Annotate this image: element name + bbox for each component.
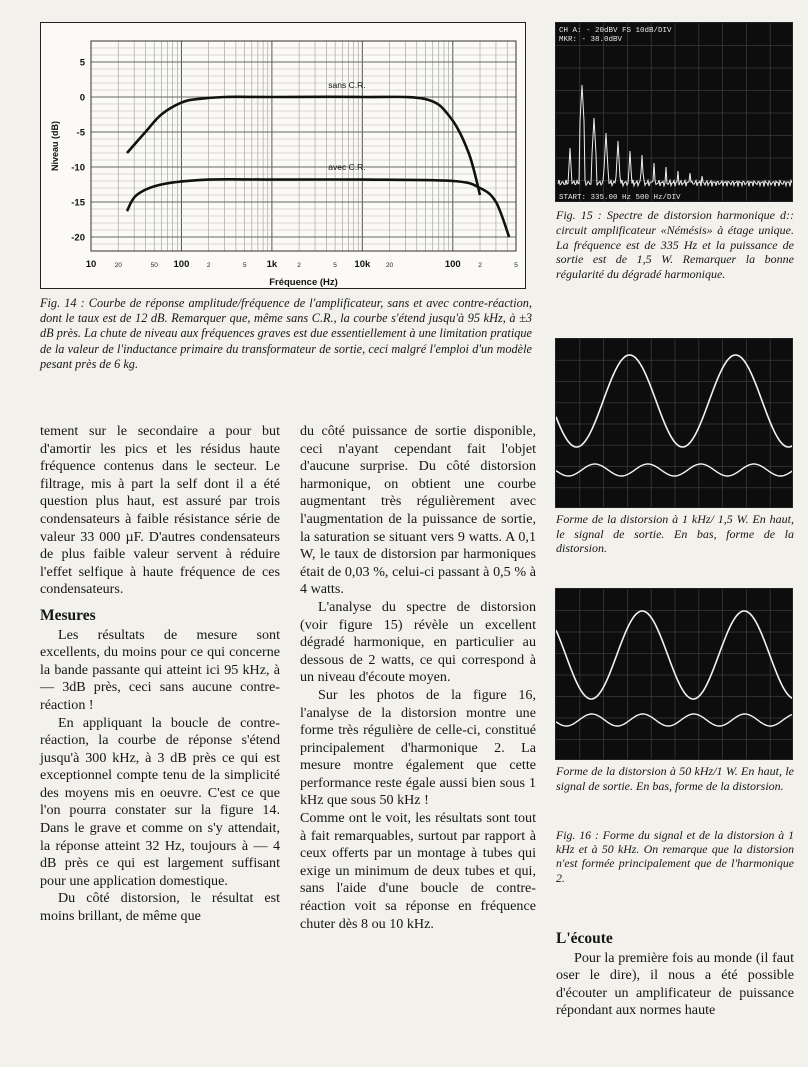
spectrum-header-line1: CH A: - 20dBV FS 10dB/DIV (559, 27, 672, 35)
spectrum-plot (556, 23, 793, 202)
x-minor-tick-label: 20 (114, 262, 122, 269)
x-tick-label: 10 (85, 259, 97, 270)
x-minor-tick-label: 2 (478, 262, 482, 269)
x-minor-tick-label: 50 (150, 262, 158, 269)
x-tick-label: 100 (173, 259, 190, 270)
x-minor-tick-label: 5 (514, 262, 518, 269)
x-tick-label: 1k (266, 259, 278, 270)
section-heading-ecoute: L'écoute (556, 930, 613, 947)
figure-16b-caption: Forme de la distorsion à 50 kHz/1 W. En haut, le signal de sortie. En bas, forme de la distorsion. (556, 764, 794, 793)
x-tick-label: 10k (354, 259, 371, 270)
figure-16-caption: Fig. 16 : Forme du signal et de la distorsion à 1 kHz et à 50 kHz. On remarque que la distorsion n'est formée principalement que de l'harmonique 2. (556, 828, 794, 885)
oscilloscope-1khz-plot (556, 339, 793, 508)
paragraph: Les résultats de mesure sont excellents, du moins pour ce qui concerne la bande passante qui atteint ici 95 kHz, à — 3dB près, ceci sans aucune contre-réaction ! (40, 626, 280, 713)
curve-label-sans-cr: sans C.R. (328, 79, 366, 90)
article-column-3 (556, 930, 794, 1020)
figure-14-chart (40, 22, 526, 289)
figure-16a-caption: Forme de la distorsion à 1 kHz/ 1,5 W. En haut, le signal de sortie. En bas, forme de la distorsion. (556, 512, 794, 556)
y-tick-label: 5 (79, 57, 85, 69)
y-tick-label: -15 (71, 197, 85, 209)
paragraph: du côté puissance de sortie disponible, ceci n'ayant cependant fait l'objet d'aucune surprise. Du côté distorsion harmonique, on obtient une courbe augmentant très régulièrement avec l'augmentation de la puissance de sortie, la saturation se situant vers 9 watts. A 0,1 W, le taux de distorsion par harmoniques était de 0,03 %, celui-ci passant à 0,5 % à 4 watts. (300, 423, 536, 598)
x-minor-tick-label: 5 (333, 262, 337, 269)
section-heading-mesures: Mesures (40, 606, 96, 624)
distortion-trace (556, 714, 793, 726)
x-tick-label: 100 (444, 259, 461, 270)
article-column-2 (300, 423, 536, 933)
spectrum-footer: START: 335.00 Hz 500 Hz/DIV (559, 194, 681, 202)
article-column-1 (40, 423, 280, 926)
paragraph: Comme ont le voit, les résultats sont tout à fait remarquables, surtout par rapport à ceux offerts par un montage à tubes qui exige un minimum de deux tubes et qui, sans l'aide d'une boucle de contre-réaction voit sa réponse en fréquence chuter dès 8 ou 10 kHz. (300, 810, 536, 932)
paragraph: Sur les photos de la figure 16, l'analyse de la distorsion montre une forme très régulière de celle-ci, constitué principalement d'harmonique 2. La mesure montre également que cette performance reste égale aussi bien sous 1 kHz que sous 50 kHz ! (300, 686, 536, 809)
x-axis-label: Fréquence (Hz) (269, 277, 338, 288)
figure-16a-scope-screen (555, 338, 793, 508)
figure-14-caption: Fig. 14 : Courbe de réponse amplitude/fréquence de l'amplificateur, sans et avec contre-réaction, dont le taux est de 12 dB. Remarquer que, même sans C.R., la courbe s'étend jusqu'à 95 kHz, à ±3 dB près. La chute de niveau aux fréquences graves est due essentiellement à une limitation pratique de la valeur de l'inductance primaire du transformateur de sortie, ceci malgré l'emploi d'un modèle pesant près de 6 kg. (40, 296, 532, 371)
paragraph: tement sur le secondaire a pour but d'amortir les pics et les résidus haute fréquence contenus dans le secteur. Le filtrage, mis à part la self dont il a été question plus haut, est assuré par trois condensateurs à faible résistance série de valeur 33 000 µF. D'autres condensateurs de plus faible valeur servent à réduire l'effet selfique à haute fréquence de ces condensateurs. (40, 423, 280, 598)
x-minor-tick-label: 2 (206, 262, 211, 269)
figure-16b-scope-screen (555, 588, 793, 760)
y-tick-label: -20 (71, 232, 85, 244)
frequency-response-plot (41, 23, 527, 290)
output-signal-trace (556, 355, 793, 447)
y-tick-label: -5 (76, 127, 85, 139)
oscilloscope-50khz-plot (556, 589, 793, 760)
paragraph: L'analyse du spectre de distorsion (voir figure 15) révèle un excellent dégradé harmonique, en particulier au dessous de 2 watts, ce qui correspond à un niveau d'écoute moyen. (300, 598, 536, 686)
spectrum-header-line2: MKR: - 38.0dBV (559, 36, 623, 44)
y-axis-label: Niveau (dB) (50, 120, 60, 172)
curve-label-avec-cr: avec C.R. (328, 161, 366, 172)
paragraph: Du côté distorsion, le résultat est moins brillant, de même que (40, 890, 280, 925)
figure-15-caption: Fig. 15 : Spectre de distorsion harmonique d:: circuit amplificateur «Némésis» à étage unique. La fréquence est de 335 Hz et la puissance de sortie est de 1,5 W. Remarquer la bonne régularité du dégradé harmonique. (556, 208, 794, 282)
y-tick-label: -10 (71, 162, 85, 174)
distortion-trace (556, 464, 793, 476)
y-tick-label: 0 (79, 92, 85, 104)
paragraph: En appliquant la boucle de contre-réaction, la courbe de réponse s'étend jusqu'à 300 kHz, à 3 dB près ce qui est exceptionnel compte tenu de la simplicité des moyens mis en oeuvre. C'est ce que l'on pourra constater sur la figure 14. Dans le grave et comme on s'y attendait, la réponse atteint 32 Hz, toujours à — 4 dB près ce qui est largement suffisant pour une application domestique. (40, 714, 280, 889)
output-signal-trace (556, 611, 793, 699)
paragraph: Pour la première fois au monde (il faut oser le dire), il nous a été possible d'écouter un amplificateur de puissance répondant aux normes haute (556, 949, 794, 1019)
figure-15-spectrum-screen (555, 22, 793, 202)
x-minor-tick-label: 20 (385, 262, 394, 269)
x-minor-tick-label: 2 (297, 262, 301, 269)
x-minor-tick-label: 5 (242, 262, 247, 269)
